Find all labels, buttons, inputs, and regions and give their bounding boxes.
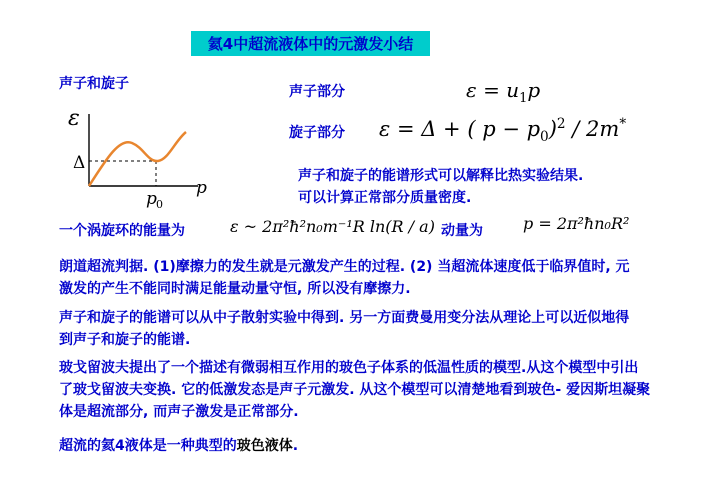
phonon-roton-label: 声子和旋子 [59, 76, 129, 92]
graph-p0-subscript: 0 [156, 198, 163, 210]
neutron-scattering-paragraph: 声子和旋子的能谱可以从中子散射实验中得到. 另一方面费曼用变分法从理论上可以近似地得到声子和旋子的能谱. [59, 310, 630, 348]
dispersion-curve [89, 132, 186, 186]
graph-p0-symbol: p [146, 189, 157, 209]
slide-title: 氦4中超流液体中的元激发小结 [191, 31, 430, 56]
roton-formula: ε = Δ + ( $p - p_0)^2 / 2m^*$ [379, 116, 627, 146]
spectrum-note-line2: 可以计算正常部分质量密度. [298, 190, 472, 206]
conclusion-line: 超流的氦4液体是一种典型的玻色液体. [59, 438, 299, 454]
dispersion-graph [60, 98, 235, 210]
momentum-formula: p = 2π²ħn₀R² [523, 214, 630, 233]
roton-part-label: 旋子部分 [289, 125, 345, 141]
vortex-energy-label: 一个涡旋环的能量为 [59, 223, 185, 239]
graph-x-symbol: p [196, 178, 207, 198]
landau-criterion-paragraph: 朗道超流判据. (1)摩擦力的发生就是元激发产生的过程. (2) 当超流体速度低于临界值时, 元激发的产生不能同时满足能量动量守恒, 所以没有摩擦力. [59, 259, 630, 297]
graph-y-symbol: ε [68, 106, 80, 131]
momentum-label: 动量为 [441, 223, 483, 239]
spectrum-note-line1: 声子和旋子的能谱形式可以解释比热实验结果. [298, 168, 584, 184]
phonon-part-label: 声子部分 [289, 84, 345, 100]
bogoliubov-paragraph: 玻戈留波夫提出了一个描述有微弱相互作用的玻色子体系的低温性质的模型.从这个模型中引出了玻戈留波夫变换. 它的低激发态是声子元激发. 从这个模型可以清楚地看到玻色- 爱因斯坦凝聚体是超流部分, 而声子激发是正常部分. [59, 360, 651, 420]
bose-liquid-term: 玻色液体 [236, 438, 293, 454]
phonon-formula: $\varepsilon = u_1p$ [466, 78, 541, 106]
graph-delta-symbol: Δ [73, 153, 86, 173]
vortex-energy-formula: ε ~ 2π²ħ²n₀m⁻¹R ln(R / a) [230, 217, 435, 236]
